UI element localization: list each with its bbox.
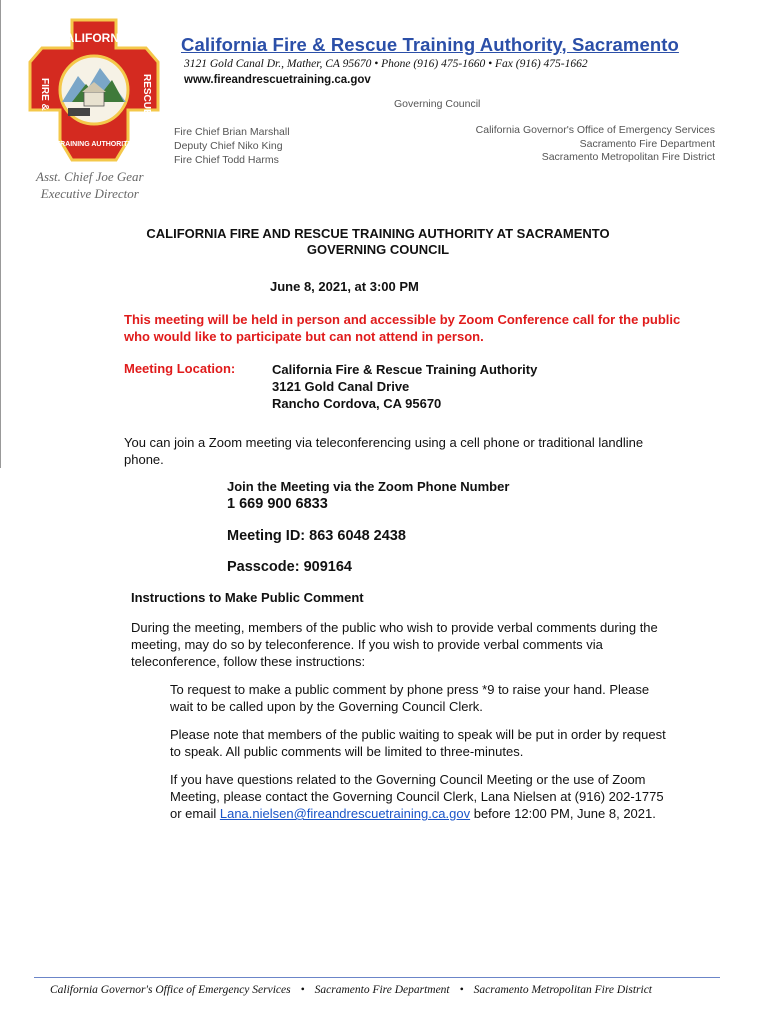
header-website[interactable]: www.fireandrescuetraining.ca.gov [184,74,371,86]
council-member: Fire Chief Brian Marshall [174,126,290,138]
zoom-phone-number: 1 669 900 6833 [227,496,328,512]
meeting-id: Meeting ID: 863 6048 2438 [227,528,406,544]
executive-title: Executive Director [40,186,139,201]
meeting-date: June 8, 2021, at 3:00 PM [270,279,419,294]
council-agency: Sacramento Metropolitan Fire District [541,151,715,163]
council-agencies-right [476,124,715,165]
location-line: California Fire & Rescue Training Authority [272,362,538,377]
location-line: Rancho Cordova, CA 95670 [272,396,442,411]
executive-name: Asst. Chief Joe Gear [36,169,144,184]
logo-badge-icon [28,18,160,164]
governing-council-label: Governing Council [394,98,481,110]
zoom-intro-paragraph: You can join a Zoom meeting via teleconferencing using a cell phone or traditional landline phone. [124,435,644,467]
footer-separator: • [459,984,464,996]
location-label: Meeting Location: [124,361,236,376]
meeting-passcode: Passcode: 909164 [227,559,352,575]
council-members-left [174,125,290,167]
logo-top-text: CALIFORNIA [57,31,131,45]
instructions-heading: Instructions to Make Public Comment [131,590,364,605]
council-agency: California Governor's Office of Emergency Services [475,124,715,136]
document-heading [120,226,636,258]
council-member: Deputy Chief Niko King [174,140,283,152]
zoom-heading: Join the Meeting via the Zoom Phone Number [227,479,510,494]
logo-left-text: FIRE & [39,78,50,111]
footer-separator: • [300,984,305,996]
header-address: 3121 Gold Canal Dr., Mather, CA 95670 • Phone (916) 475-1660 • Fax (916) 475-1662 [184,58,588,70]
instructions-paragraph-1: During the meeting, members of the public who wish to provide verbal comments during the meeting, may do so by teleconference. If you wish to provide verbal comments via teleconference, follow these instructions: [131,620,658,669]
meeting-notice: This meeting will be held in person and accessible by Zoom Conference call for the public who would like to participate but can not attend in person. [124,312,681,344]
footer-item: Sacramento Fire Department [314,984,450,996]
logo-bottom-text: TRAINING AUTHORITY [55,141,133,148]
page-title: California Fire & Rescue Training Authority, Sacramento [181,34,679,55]
footer [50,984,720,996]
council-member: Fire Chief Todd Harms [174,154,279,166]
heading-line-2: GOVERNING COUNCIL [306,242,450,257]
left-margin-rule [0,0,1,468]
location-address [272,361,537,412]
footer-item: California Governor's Office of Emergency Services [50,984,291,996]
footer-rule [34,977,720,978]
clerk-email-link[interactable]: Lana.nielsen@fireandrescuetraining.ca.gov [219,806,471,821]
instructions-paragraph-3: Please note that members of the public waiting to speak will be put in order by request to speak. All public comments will be limited to three-minutes. [170,727,666,759]
contact-text-after: before 12:00 PM, June 8, 2021. [470,806,656,821]
executive-director-block [36,168,144,202]
footer-item: Sacramento Metropolitan Fire District [473,984,653,996]
logo-right-text: RESCUE [141,74,152,116]
location-line: 3121 Gold Canal Drive [272,379,410,394]
instructions-paragraph-4 [170,771,670,822]
heading-line-1: CALIFORNIA FIRE AND RESCUE TRAINING AUTHORITY AT SACRAMENTO [146,226,610,241]
council-agency: Sacramento Fire Department [579,137,715,150]
instructions-paragraph-2: To request to make a public comment by phone press *9 to raise your hand. Please wait to be called upon by the Governing Council Clerk. [170,682,650,714]
contact-text-before: If you have questions related to the Governing Council Meeting or the use of Zoom Meeting, please contact the Governing Council Clerk, Lana Nielsen at (916) 202-1775 or email [170,772,664,821]
